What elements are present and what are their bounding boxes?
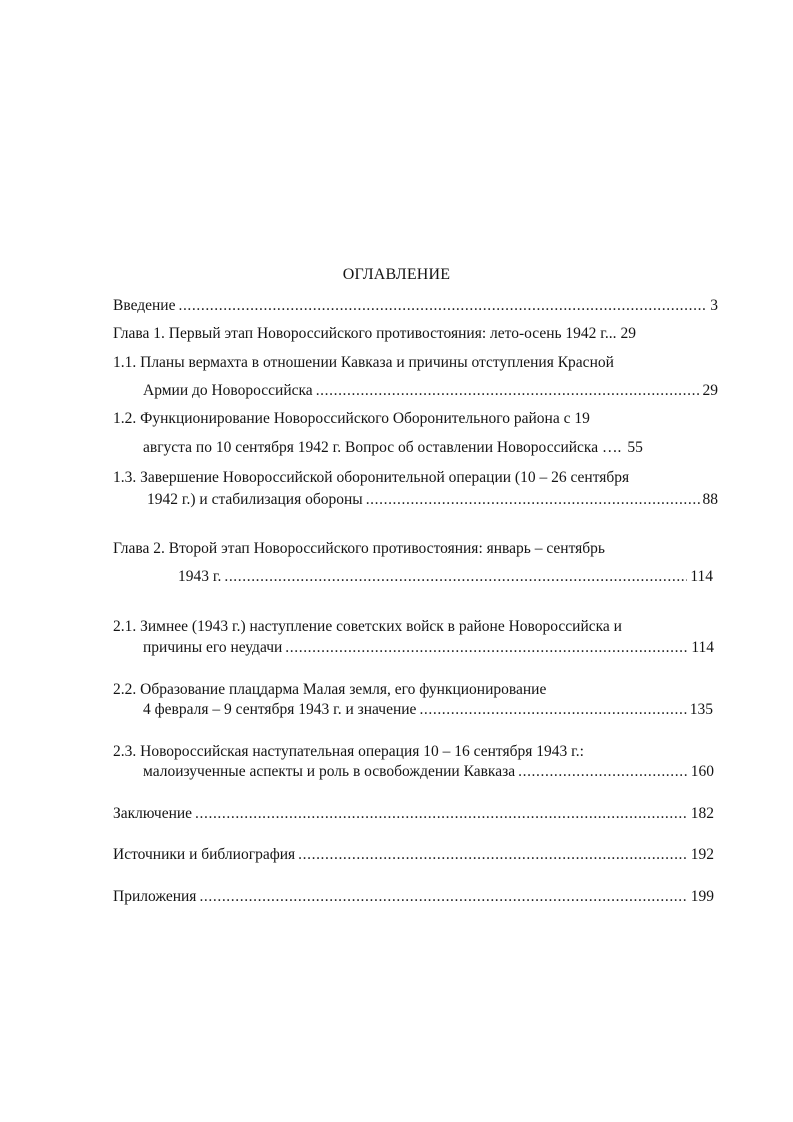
toc-entry-label: Армии до Новороссийска xyxy=(143,382,313,399)
leader-dots xyxy=(518,762,688,782)
toc-entry-2-2 xyxy=(143,700,713,720)
toc-entry-2-2-line-1: 2.2. Образование плацдарма Малая земля, его функционирование xyxy=(113,681,547,698)
toc-entry-label: Глава 1. Первый этап Новороссийского противостояния: лето-осень 1942 г... xyxy=(113,325,617,342)
toc-entry-label: августа по 10 сентября 1942 г. Вопрос об оставлении Новороссийска …. xyxy=(143,439,622,456)
toc-entry-conclusion xyxy=(113,804,714,824)
toc-entry-label: 1943 г. xyxy=(178,568,222,585)
leader-dots xyxy=(366,490,700,510)
toc-page-number: 135 xyxy=(689,701,713,718)
toc-entry-intro xyxy=(113,296,718,316)
toc-entry-2-3 xyxy=(143,762,714,782)
toc-entry-appendix xyxy=(113,887,714,907)
toc-entry-1-3-line-1: 1.3. Завершение Новороссийской оборонительной операции (10 – 26 сентября xyxy=(113,469,630,486)
toc-entry-label: Введение xyxy=(113,297,176,314)
toc-entry-label: Источники и библиография xyxy=(113,846,296,863)
toc-page-number: 29 xyxy=(620,325,637,342)
leader-dots xyxy=(285,638,688,658)
toc-page-number: 3 xyxy=(710,297,718,314)
leader-dots xyxy=(316,381,700,401)
leader-dots xyxy=(224,567,687,587)
toc-entry-label: причины его неудачи xyxy=(143,639,283,656)
toc-page-number: 114 xyxy=(690,568,713,585)
toc-entry-sources xyxy=(113,845,714,865)
toc-entry-2-3-line-1: 2.3. Новороссийская наступательная операция 10 – 16 сентября 1943 г.: xyxy=(113,743,584,760)
leader-dots xyxy=(178,296,707,316)
toc-entry-label: Заключение xyxy=(113,805,193,822)
toc-page-number: 199 xyxy=(690,888,714,905)
toc-entry-chapter-1 xyxy=(113,324,718,344)
toc-page-number: 160 xyxy=(690,763,714,780)
toc-entry-label: 1942 г.) и стабилизация обороны xyxy=(147,491,363,508)
toc-entry-chapter-2 xyxy=(178,567,713,587)
toc-entry-label: малоизученные аспекты и роль в освобождении Кавказа xyxy=(143,763,516,780)
toc-entry-chapter-2-line-1: Глава 2. Второй этап Новороссийского противостояния: январь – сентябрь xyxy=(113,540,606,557)
toc-page-number: 182 xyxy=(690,805,714,822)
leader-dots xyxy=(419,700,686,720)
toc-entry-1-2-line-1: 1.2. Функционирование Новороссийского Оборонительного района с 19 xyxy=(113,410,590,427)
toc-entry-1-1-line-1: 1.1. Планы вермахта в отношении Кавказа и причины отступления Красной xyxy=(113,354,614,371)
toc-page-number: 88 xyxy=(702,491,718,508)
toc-entry-2-1 xyxy=(143,638,714,658)
leader-dots xyxy=(195,804,688,824)
toc-entry-1-3 xyxy=(147,490,718,510)
toc-page-number: 29 xyxy=(702,382,718,399)
toc-page-number: 55 xyxy=(627,439,643,456)
toc-entry-2-1-line-1: 2.1. Зимнее (1943 г.) наступление советских войск в районе Новороссийска и xyxy=(113,618,622,635)
toc-page-number: 192 xyxy=(690,846,714,863)
leader-dots xyxy=(298,845,688,865)
toc-entry-1-1 xyxy=(143,381,718,401)
leader-dots xyxy=(199,887,687,907)
page-title: ОГЛАВЛЕНИЕ xyxy=(342,266,451,283)
toc-entry-label: 4 февраля – 9 сентября 1943 г. и значение xyxy=(143,701,417,718)
toc-entry-1-2 xyxy=(143,438,718,458)
toc-entry-label: Приложения xyxy=(113,888,197,905)
toc-page-number: 114 xyxy=(691,639,714,656)
